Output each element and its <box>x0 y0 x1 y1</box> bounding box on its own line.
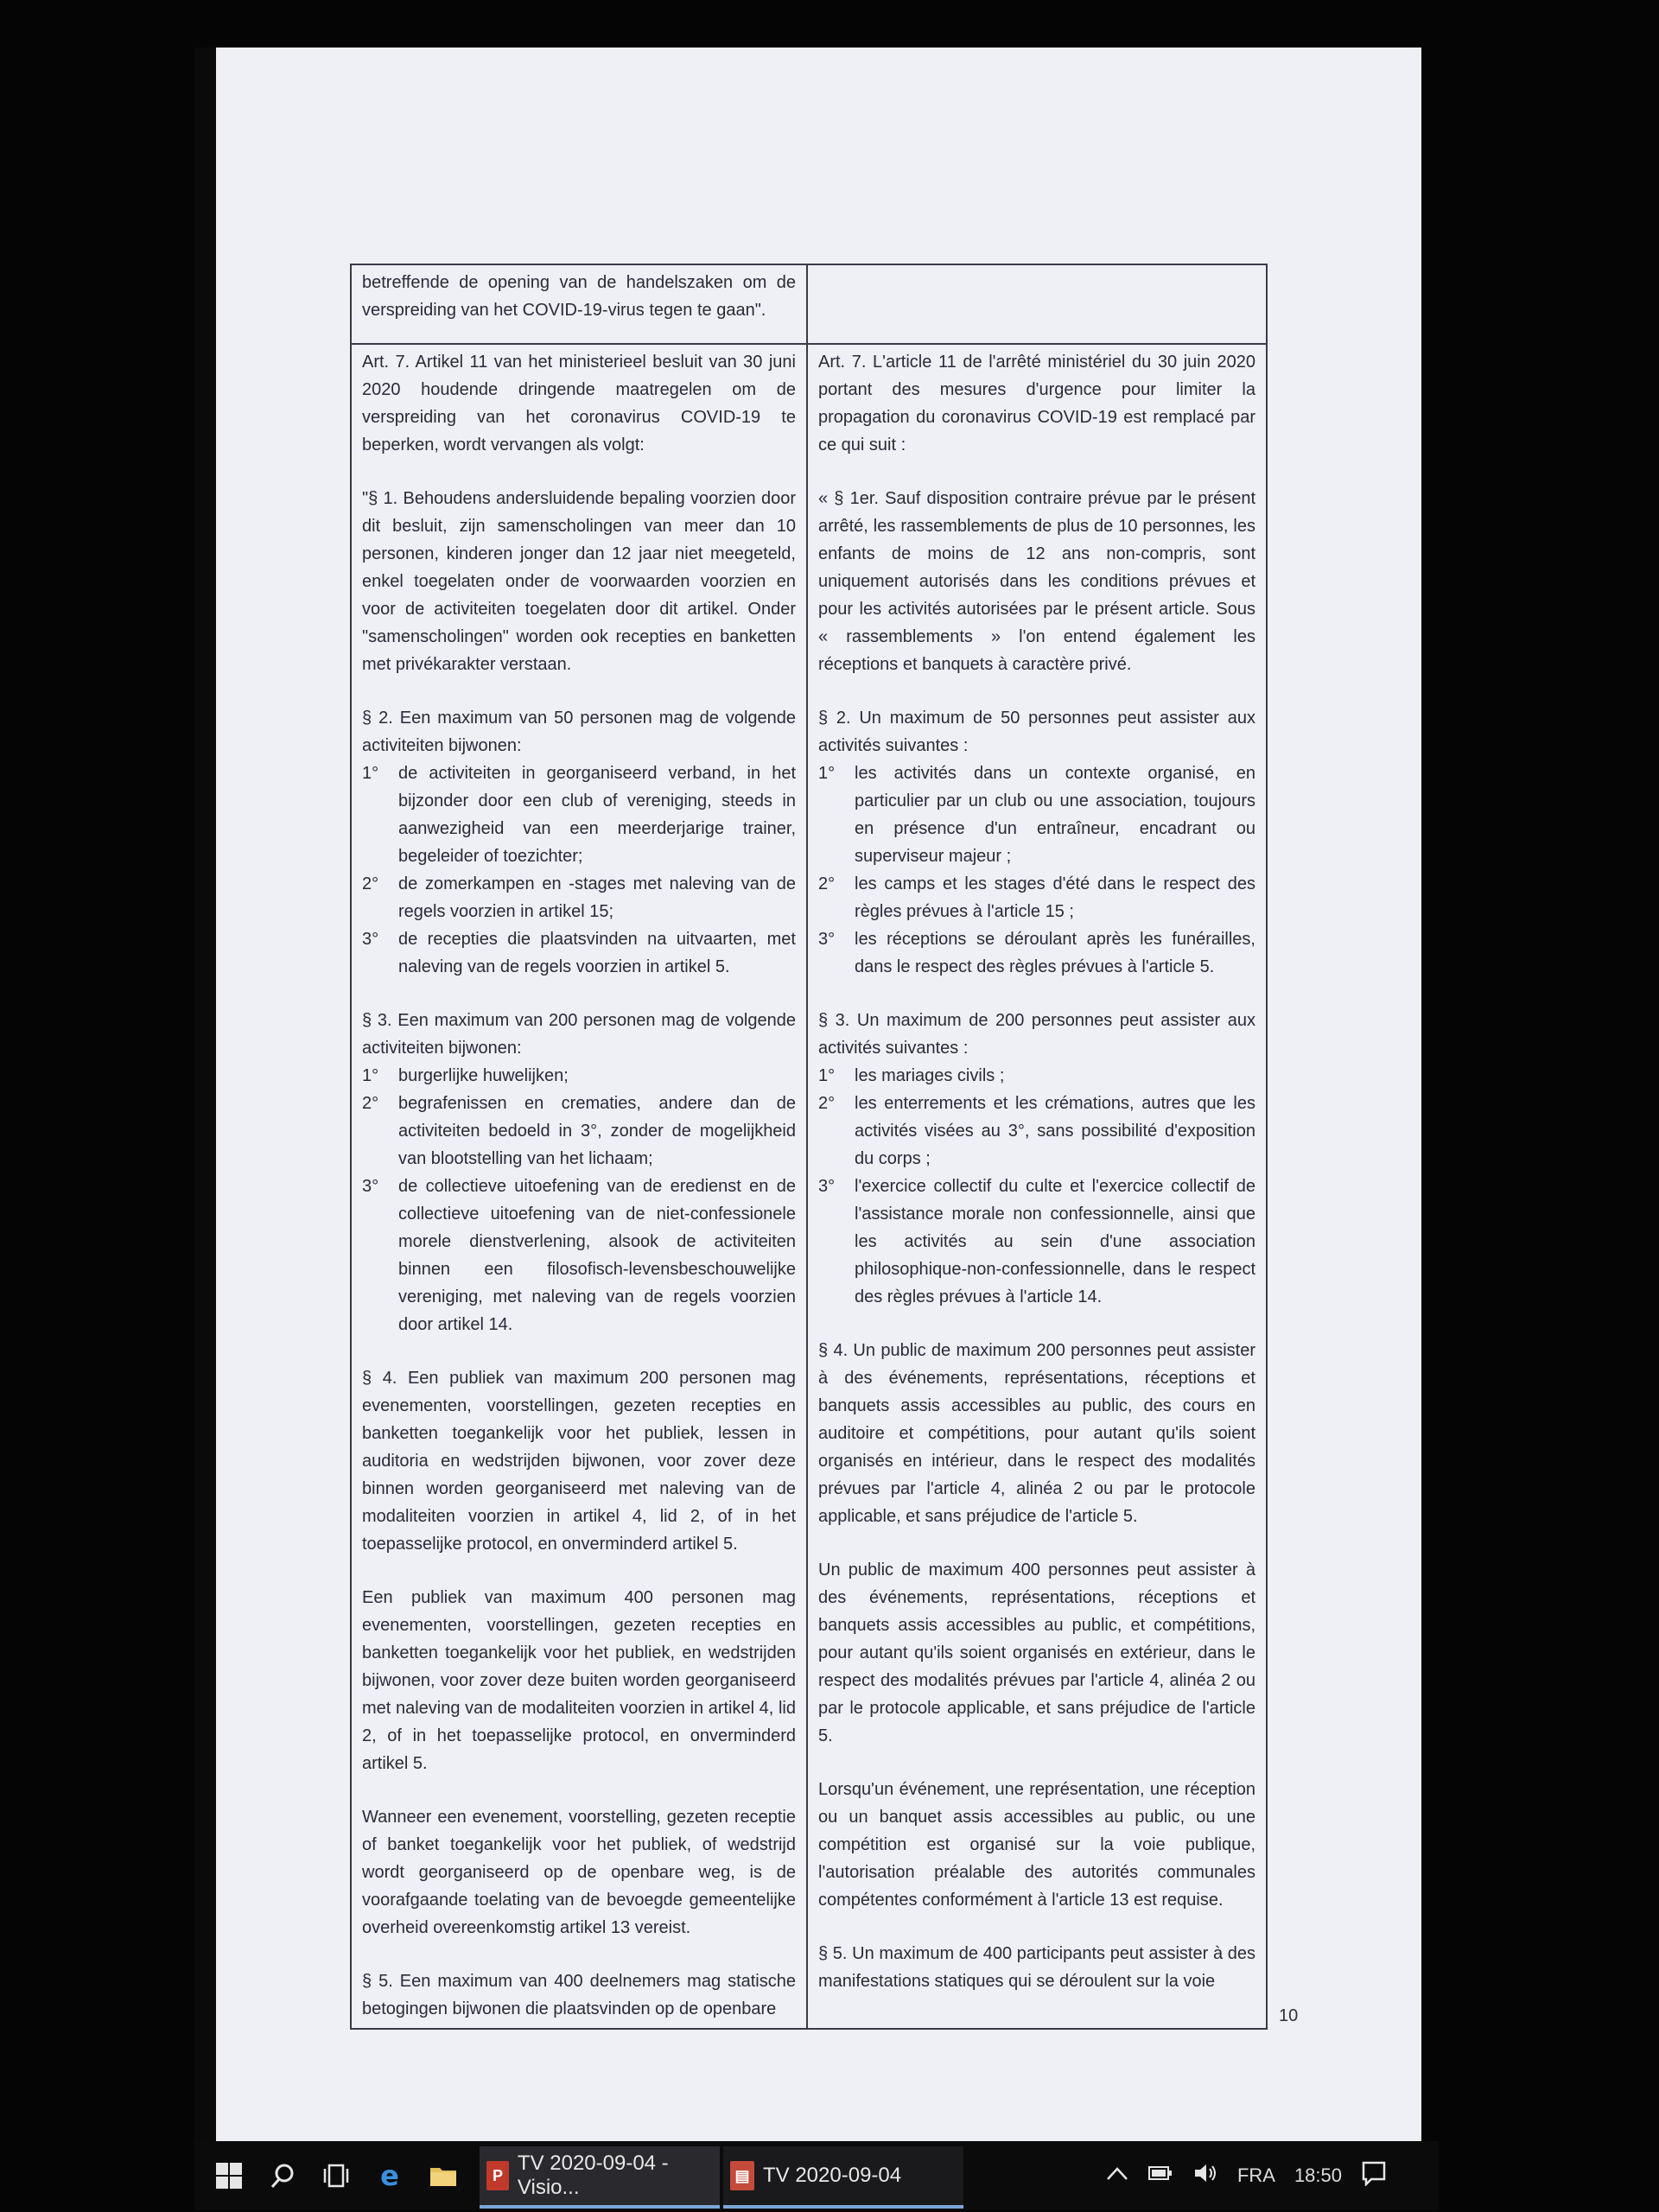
nl-par3-intro: § 3. Een maximum van 200 personen mag de volgende activiteiten bijwonen: <box>362 1011 796 1058</box>
fr-par1: « § 1er. Sauf disposition contraire prévue par le présent arrêté, les rassemblements de plus de 10 personnes, les enfants de moins de 12 ans non-compris, sont uniquement autorisés dans les conditions prévues et pour les activités autorisées par le présent article. Sous « rassemblements » l'on entend également les réceptions et banquets à caractère privé. <box>818 489 1255 674</box>
taskbar-item-visio[interactable] <box>480 2146 720 2209</box>
nl-par2-intro: § 2. Een maximum van 50 personen mag de volgende activiteiten bijwonen: <box>362 709 796 755</box>
list-item: 1° de activiteiten in georganiseerd verband, in het bijzonder door een club of vereniging, steeds in aanwezigheid van een meerderjarige trainer, begeleider of toezichter; <box>362 764 796 866</box>
taskbar-item-document[interactable] <box>723 2146 963 2209</box>
task-view-icon[interactable] <box>312 2141 360 2210</box>
nl-par4a: § 4. Een publiek van maximum 200 personen mag evenementen, voorstellingen, gezeten recepties en banketten toegankelijk voor het publiek, lessen in auditoria en wedstrijden bijwonen, voor zover deze binnen worden georganiseerd met naleving van de modaliteiten voorzien in artikel 4, lid 2, of in het toepasselijke protocol, en onverminderd artikel 5. <box>362 1369 796 1554</box>
list-item: 3° les réceptions se déroulant après les funérailles, dans le respect des règles prévues à l'article 5. <box>818 930 1255 976</box>
bilingual-text-table <box>350 264 1268 2030</box>
nl-par2-list <box>362 760 796 981</box>
battery-icon[interactable] <box>1147 2164 1173 2188</box>
edge-icon[interactable] <box>365 2141 414 2210</box>
fr-cell <box>807 264 1267 344</box>
fr-par4b: Un public de maximum 400 personnes peut assister à des événements, représentations, réceptions et banquets assis accessibles au public, et compétitions, pour autant qu'ils soient organisés en extérieur, dans le respect des modalités prévues par l'article 4, alinéa 2 ou par le protocole applicable, et sans préjudice de l'article 5. <box>818 1560 1255 1745</box>
fr-par3-list <box>818 1062 1255 1311</box>
notification-icon[interactable] <box>1361 2160 1387 2191</box>
fr-par4c: Lorsqu'un événement, une représentation, une réception ou un banquet assis accessibles au public, ou une compétition est organisé sur la voie publique, l'autorisation préalable des autorités communales compétentes conformément à l'article 13 est requise. <box>818 1780 1255 1910</box>
fr-cell <box>807 344 1267 2029</box>
fr-par2-intro: § 2. Un maximum de 50 personnes peut assister aux activités suivantes : <box>818 709 1255 755</box>
nl-par1: "§ 1. Behoudens andersluidende bepaling voorzien door dit besluit, zijn samenscholingen van meer dan 10 personen, kinderen jonger dan 12 jaar niet meegeteld, enkel toegelaten onder de voorwaarden voorzien en voor de activiteiten toegelaten door dit artikel. Onder "samenscholingen" worden ook recepties en banketten met privékarakter verstaan. <box>362 489 796 674</box>
taskbar-item-label: TV 2020-09-04 <box>763 2164 902 2187</box>
list-item: 2° begrafenissen en crematies, andere dan de activiteiten bedoeld in 3°, zonder de mogelijkheid van blootstelling van het lichaam; <box>362 1094 796 1168</box>
chevron-up-icon[interactable] <box>1106 2164 1128 2187</box>
table-row <box>351 344 1267 2029</box>
nl-cell <box>351 344 807 2029</box>
taskbar <box>194 2141 1439 2210</box>
svg-text:e: e <box>380 2161 399 2190</box>
taskbar-item-label: TV 2020-09-04 - Visio... <box>517 2152 669 2199</box>
list-item: 1° les activités dans un contexte organisé, en particulier par un club ou une association, toujours en présence d'un entraîneur, encadrant ou superviseur majeur ; <box>818 764 1255 866</box>
nl-par5: § 5. Een maximum van 400 deelnemers mag statische betogingen bijwonen die plaatsvinden op de openbare <box>362 1972 796 2018</box>
document-icon: ▤ <box>730 2161 754 2190</box>
system-tray <box>1106 2141 1387 2210</box>
list-item: 2° de zomerkampen en -stages met naleving van de regels voorzien in artikel 15; <box>362 874 796 921</box>
nl-par5-clip <box>362 1967 796 2023</box>
table-row <box>351 264 1267 344</box>
language-indicator[interactable]: FRA <box>1236 2164 1275 2186</box>
windows-start-icon[interactable] <box>205 2141 253 2210</box>
fr-par2-list <box>818 760 1255 981</box>
powerpoint-icon: P <box>486 2161 509 2190</box>
clock[interactable]: 18:50 <box>1294 2164 1342 2186</box>
volume-icon[interactable] <box>1192 2162 1218 2190</box>
search-icon[interactable] <box>258 2141 307 2210</box>
list-item: 2° les enterrements et les crémations, autres que les activités visées au 3°, sans possibilité d'exposition du corps ; <box>818 1094 1255 1168</box>
nl-par4b: Een publiek van maximum 400 personen mag evenementen, voorstellingen, gezeten recepties en banketten toegankelijk voor het publiek, en wedstrijden bijwonen, voor zover deze buiten worden georganiseerd met naleving van de modaliteiten voorzien in artikel 4, lid 2, of in het toepasselijke protocol, en onverminderd artikel 5. <box>362 1588 796 1773</box>
file-explorer-icon[interactable] <box>419 2141 467 2210</box>
page-number: 10 <box>1279 2006 1299 2025</box>
nl-cell <box>351 264 807 344</box>
fr-par5: § 5. Un maximum de 400 participants peut assister à des manifestations statiques qui se déroulent sur la voie <box>818 1944 1255 1991</box>
fr-par5-clip <box>818 1940 1255 1995</box>
nl-text: betreffende de opening van de handelszaken om de verspreiding van het COVID-19-virus tegen te gaan". <box>362 273 796 320</box>
list-item: 1° les mariages civils ; <box>818 1066 1005 1085</box>
document-page <box>216 48 1421 2141</box>
list-item: 3° de collectieve uitoefening van de eredienst en de collectieve uitoefening van de niet-confessionele morele dienstverlening, alsook de activiteiten binnen een filosofisch-levensbeschouwelijke vereniging, met naleving van de regels voorzien door artikel 14. <box>362 1177 796 1334</box>
fr-par3-intro: § 3. Un maximum de 200 personnes peut assister aux activités suivantes : <box>818 1011 1255 1058</box>
list-item: 3° de recepties die plaatsvinden na uitvaarten, met naleving van de regels voorzien in artikel 5. <box>362 930 796 976</box>
list-item: 3° l'exercice collectif du culte et l'exercice collectif de l'assistance morale non confessionnelle, ainsi que les activités au sein d'une association philosophique-non-confessionnelle, dans le respect des règles prévues à l'article 14. <box>818 1177 1255 1306</box>
nl-par4c: Wanneer een evenement, voorstelling, gezeten receptie of banket toegankelijk voor het publiek, of wedstrijd wordt georganiseerd op de openbare weg, is de voorafgaande toelating van de bevoegde gemeentelijke overheid overeenkomstig artikel 13 vereist. <box>362 1808 796 1937</box>
nl-par3-list <box>362 1062 796 1338</box>
monitor-screen <box>194 48 1421 2147</box>
fr-art7-intro: Art. 7. L'article 11 de l'arrêté ministériel du 30 juin 2020 portant des mesures d'urgence pour limiter la propagation du coronavirus COVID-19 est remplacé par ce qui suit : <box>818 353 1255 454</box>
nl-art7-intro: Art. 7. Artikel 11 van het ministerieel besluit van 30 juni 2020 houdende dringende maatregelen om de verspreiding van het coronavirus COVID-19 te beperken, wordt vervangen als volgt: <box>362 353 796 454</box>
list-item: 1° burgerlijke huwelijken; <box>362 1066 569 1085</box>
fr-par4a: § 4. Un public de maximum 200 personnes peut assister à des événements, représentations, réceptions et banquets assis accessibles au public, des cours en auditoire et compétitions, pour autant qu'ils soient organisés en intérieur, dans le respect des modalités prévues par l'article 4, alinéa 2 ou par le protocole applicable, et sans préjudice de l'article 5. <box>818 1341 1255 1526</box>
list-item: 2° les camps et les stages d'été dans le respect des règles prévues à l'article 15 ; <box>818 874 1255 921</box>
